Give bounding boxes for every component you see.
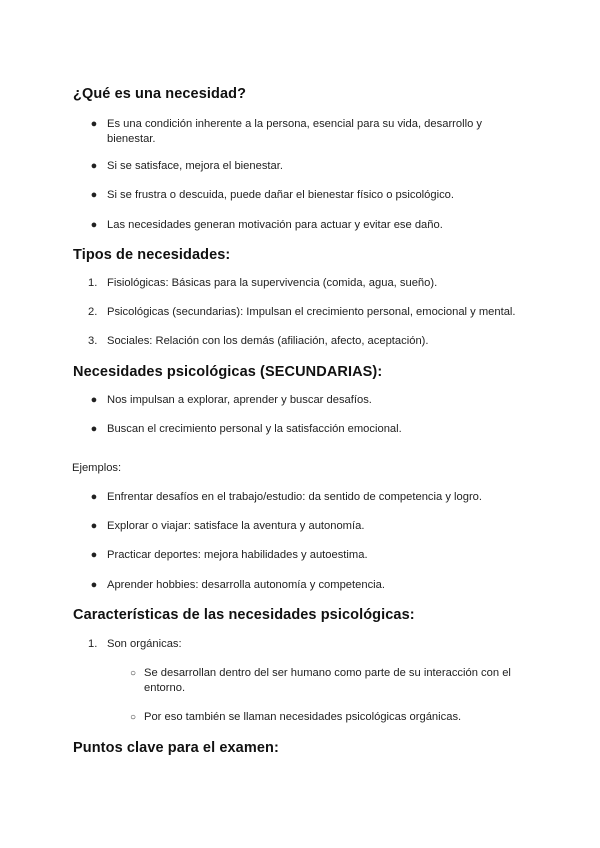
document-page: ¿Qué es una necesidad? ● Es una condición inherente a la persona, esencial para su vida, desarrollo y bienestar. ● Si se satisface, mejora el bienestar. ● Si se frustra o descuida, puede dañar el bienestar físico o psicológico. ● Las necesidades generan motivación para actuar y evitar ese daño. Tipos de necesidades: 1. Fisiológicas: Básicas para la supervivencia (comida, agua, sueño). 2. Psicológicas (secundarias): Impulsan el crecimiento personal, emocional y mental. 3. Sociales: Relación con los demás (afiliación, afecto, aceptación). Necesidades psicológicas (SECUNDARIAS): ● Nos impulsan a explorar, aprender y buscar desafíos. ● Buscan el crecimiento personal y la satisfacción emocional. Ejemplos: ● Enfrentar desafíos en el trabajo/estudio: da sentido de competencia y logro. ● Explorar o viajar: satisface la aventura y autonomía. ● Practicar deportes: mejora habilidades y autoestima. ● Aprender hobbies: desarrolla autonomía y competencia. Características de las necesidades psicológicas: 1. Son orgánicas: ○ Se desarrollan dentro del ser humano como parte de su interacción con el entorno. ○ Por eso también se llaman necesidades psicológicas orgánicas. Puntos clave para el examen: [72, 86, 516, 756]
heading-tipos-necesidades: Tipos de necesidades: [73, 247, 231, 263]
bullet-icon: ● [90, 579, 98, 591]
bullet-icon: ● [90, 160, 98, 172]
heading-caracteristicas: Características de las necesidades psicológicas: [73, 607, 415, 623]
heading-puntos-clave: Puntos clave para el examen: [73, 740, 279, 756]
examples-label: Ejemplos: [72, 462, 122, 474]
bullet-icon: ● [90, 394, 98, 406]
heading-que-es-necesidad: ¿Qué es una necesidad? [73, 86, 247, 102]
bullet-icon: ● [90, 219, 98, 231]
list-number: 1. [88, 638, 98, 650]
list-number: 1. [88, 277, 98, 289]
bullet-icon: ● [90, 118, 98, 130]
bullet-icon: ● [90, 520, 98, 532]
circle-bullet-icon: ○ [129, 712, 137, 723]
circle-bullet-icon: ○ [129, 668, 137, 679]
bullet-icon: ● [90, 549, 98, 561]
bullet-icon: ● [90, 189, 98, 201]
list-number: 3. [88, 335, 98, 347]
bullet-icon: ● [90, 491, 98, 503]
bullet-icon: ● [90, 423, 98, 435]
list-number: 2. [88, 306, 98, 318]
heading-necesidades-psicologicas: Necesidades psicológicas (SECUNDARIAS): [73, 364, 383, 380]
